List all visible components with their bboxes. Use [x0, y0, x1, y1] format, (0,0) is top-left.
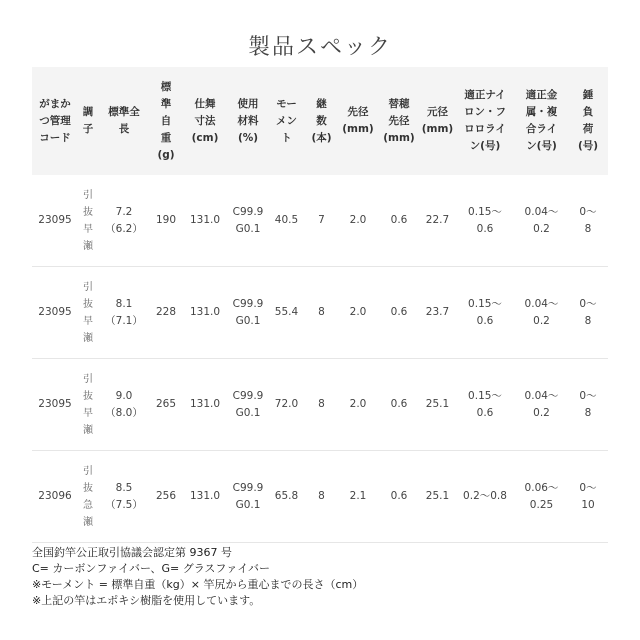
table-cell: C99.9 G0.1: [228, 359, 268, 451]
table-cell: 8: [305, 451, 338, 543]
table-cell: 8.5 （7.5）: [98, 451, 150, 543]
table-cell: 0.04～ 0.2: [515, 359, 568, 451]
table-row: [32, 175, 608, 267]
table-cell: 2.0: [338, 267, 378, 359]
column-header: モー メン ト: [268, 67, 305, 175]
table-cell: 131.0: [182, 175, 228, 267]
column-header: 標準全 長: [98, 67, 150, 175]
table-cell: 0.6: [378, 359, 420, 451]
column-header: がまか つ管理 コード: [32, 67, 78, 175]
column-header: 元径 (mm): [420, 67, 455, 175]
column-header: 継 数 (本): [305, 67, 338, 175]
material-legend-note: C= カーボンファイバー、G= グラスファイバー: [32, 562, 270, 575]
column-header: 先径 (mm): [338, 67, 378, 175]
page-title: 製品スペック: [247, 35, 392, 60]
table-cell: 228: [150, 267, 182, 359]
table-cell: 0.15～ 0.6: [455, 175, 515, 267]
table-cell: 2.0: [338, 175, 378, 267]
table-cell: 8: [305, 267, 338, 359]
spec-notes: [32, 545, 363, 609]
table-cell: C99.9 G0.1: [228, 175, 268, 267]
table-header-row: [32, 67, 608, 175]
table-cell: 8.1 （7.1）: [98, 267, 150, 359]
column-header: 調 子: [78, 67, 98, 175]
column-header: 使用 材料 (%): [228, 67, 268, 175]
table-cell: 25.1: [420, 359, 455, 451]
table-row: [32, 267, 608, 359]
table-cell: 0.04～ 0.2: [515, 175, 568, 267]
table-cell: 40.5: [268, 175, 305, 267]
table-cell: 131.0: [182, 359, 228, 451]
column-header: 適正金 属・複 合ライ ン(号): [515, 67, 568, 175]
resin-note: ※上記の竿はエポキシ樹脂を使用しています。: [32, 594, 261, 607]
table-cell: 0～ 8: [568, 359, 608, 451]
table-cell: 23095: [32, 359, 78, 451]
table-cell: 23.7: [420, 267, 455, 359]
table-cell: 0.15～ 0.6: [455, 267, 515, 359]
table-cell: C99.9 G0.1: [228, 267, 268, 359]
column-header: 仕舞 寸法 (cm): [182, 67, 228, 175]
table-cell: 190: [150, 175, 182, 267]
table-cell: 22.7: [420, 175, 455, 267]
column-header: 標 準 自 重 (g): [150, 67, 182, 175]
table-cell: 引 抜 早 瀬: [78, 175, 98, 267]
table-cell: 55.4: [268, 267, 305, 359]
table-cell: C99.9 G0.1: [228, 451, 268, 543]
table-cell: 265: [150, 359, 182, 451]
table-cell: 23095: [32, 175, 78, 267]
table-cell: 7.2 （6.2）: [98, 175, 150, 267]
table-cell: 72.0: [268, 359, 305, 451]
table-cell: 2.1: [338, 451, 378, 543]
table-cell: 2.0: [338, 359, 378, 451]
table-cell: 256: [150, 451, 182, 543]
column-header: 適正ナイ ロン・フ ロロライ ン(号): [455, 67, 515, 175]
table-cell: 23095: [32, 267, 78, 359]
table-cell: 引 抜 早 瀬: [78, 267, 98, 359]
table-cell: 0～ 8: [568, 267, 608, 359]
table-cell: 0～ 8: [568, 175, 608, 267]
table-cell: 0.2～0.8: [455, 451, 515, 543]
table-cell: 0.15～ 0.6: [455, 359, 515, 451]
table-cell: 0.6: [378, 267, 420, 359]
table-cell: 8: [305, 359, 338, 451]
table-cell: 0.06～ 0.25: [515, 451, 568, 543]
column-header: 錘 負 荷 (号): [568, 67, 608, 175]
table-cell: 9.0 （8.0）: [98, 359, 150, 451]
table-cell: 131.0: [182, 267, 228, 359]
table-cell: 0.6: [378, 451, 420, 543]
table-cell: 7: [305, 175, 338, 267]
moment-note: ※モーメント = 標準自重（kg）× 竿尻から重心までの長さ（cm）: [32, 578, 364, 591]
certification-note: 全国釣竿公正取引協議会認定第 9367 号: [32, 546, 232, 559]
table-cell: 23096: [32, 451, 78, 543]
column-header: 替穂 先径 (mm): [378, 67, 420, 175]
table-cell: 25.1: [420, 451, 455, 543]
table-cell: 引 抜 早 瀬: [78, 359, 98, 451]
spec-table: [32, 67, 608, 543]
table-cell: 0.04～ 0.2: [515, 267, 568, 359]
table-cell: 131.0: [182, 451, 228, 543]
table-row: [32, 451, 608, 543]
table-cell: 0～ 10: [568, 451, 608, 543]
table-cell: 引 抜 急 瀬: [78, 451, 98, 543]
table-cell: 0.6: [378, 175, 420, 267]
table-row: [32, 359, 608, 451]
table-cell: 65.8: [268, 451, 305, 543]
